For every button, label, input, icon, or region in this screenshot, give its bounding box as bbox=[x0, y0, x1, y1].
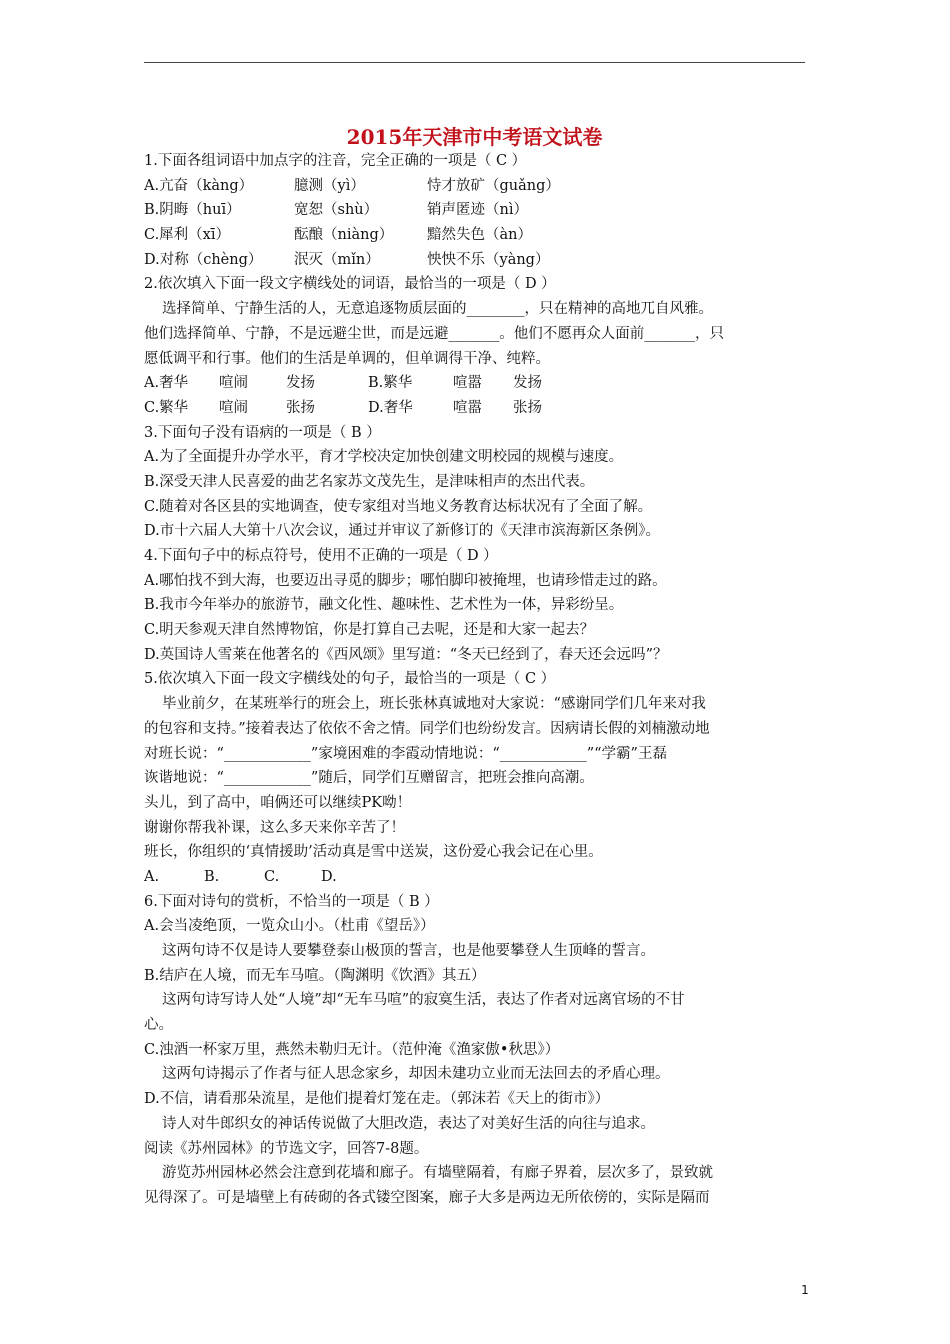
question-5-passage-line: 对班长说：“____________”家境困难的李霞动情地说：“____________”“学霸”王磊 bbox=[144, 745, 667, 762]
question-6-poem-b: B.结庐在人境，而无车马喧。（陶渊明《饮酒》其五） bbox=[144, 967, 486, 984]
question-1-option-c: C.犀利（xī） 酝酿（niàng） 黯然失色（àn） bbox=[144, 227, 532, 244]
question-1-option-b: B.阴晦（huī） 宽恕（shù） 销声匿迹（nì） bbox=[144, 202, 528, 219]
question-2-stem: 2.依次填入下面一段文字横线处的词语，最恰当的一项是（ D ） bbox=[144, 276, 556, 293]
reading-passage-line: 见得深了。可是墙壁上有砖砌的各式镂空图案，廊子大多是两边无所依傍的，实际是隔而 bbox=[144, 1189, 710, 1206]
question-4-stem: 4.下面句子中的标点符号，使用不正确的一项是（ D ） bbox=[144, 548, 498, 564]
question-3-option-b: B.深受天津人民喜爱的曲艺名家苏文茂先生，是津味相声的杰出代表。 bbox=[144, 473, 595, 490]
question-3-option-c: C.随着对各区县的实地调查，使专家组对当地义务教育达标状况有了全面了解。 bbox=[144, 498, 653, 515]
question-3-option-d: D.市十六届人大第十八次会议，通过并审议了新修订的《天津市滨海新区条例》。 bbox=[144, 523, 660, 540]
question-2-options-cd: C.繁华 喧闹 张扬 D.奢华 喧嚣 张扬 bbox=[144, 399, 542, 416]
question-4-option-d: D.英国诗人雪莱在他著名的《西风颂》里写道：“冬天已经到了，春天还会远吗”？ bbox=[144, 646, 668, 663]
question-6-stem: 6.下面对诗句的赏析，不恰当的一项是（ B ） bbox=[144, 893, 439, 910]
question-2-options-ab: A.奢华 喧闹 发扬 B.繁华 喧嚣 发扬 bbox=[144, 375, 542, 392]
question-6-poem-d: D.不信，请看那朵流星，是他们提着灯笼在走。（郭沫若《天上的街市》） bbox=[144, 1091, 610, 1108]
reading-passage-line: 游览苏州园林必然会注意到花墙和廊子。有墙壁隔着，有廊子界着，层次多了，景致就 bbox=[162, 1165, 713, 1182]
question-5-options: A. B. C. D. bbox=[144, 868, 337, 885]
question-4-option-b: B.我市今年举办的旅游节，融文化性、趣味性、艺术性为一体，异彩纷呈。 bbox=[144, 597, 624, 614]
question-6-poem-a: A.会当凌绝顶，一览众山小。（杜甫《望岳》） bbox=[144, 918, 435, 935]
question-4-option-a: A.哪怕找不到大海，也要迈出寻觅的脚步；哪怕脚印被掩埋，也请珍惜走过的路。 bbox=[144, 572, 667, 589]
question-5-passage-line: 的包容和支持。”接着表达了依依不舍之情。同学们也纷纷发言。因病请长假的刘楠激动地 bbox=[144, 720, 710, 737]
question-5-choice: 谢谢你帮我补课，这么多天来你辛苦了！ bbox=[144, 819, 405, 836]
question-5-choice: 班长，你组织的‘真情援助’活动真是雪中送炭，这份爱心我会记在心里。 bbox=[144, 844, 603, 861]
question-5-passage-line: 毕业前夕，在某班举行的班会上，班长张林真诚地对大家说：“感谢同学们几年来对我 bbox=[162, 696, 706, 713]
question-6-note-b-cont: 心。 bbox=[144, 1017, 173, 1034]
question-5-choice: 头儿，到了高中，咱俩还可以继续PK呦！ bbox=[144, 794, 412, 811]
header-rule bbox=[144, 62, 805, 63]
question-2-passage-line: 愿低调平和行事。他们的生活是单调的，但单调得干净、纯粹。 bbox=[144, 350, 550, 367]
question-2-passage-line: 选择简单、宁静生活的人，无意追逐物质层面的________，只在精神的高地兀自风雅。 bbox=[162, 301, 713, 318]
page-number: 1 bbox=[801, 1283, 809, 1297]
question-4-option-c: C.明天参观天津自然博物馆，你是打算自己去呢，还是和大家一起去？ bbox=[144, 622, 595, 639]
question-6-poem-c: C.浊酒一杯家万里，燕然未勒归无计。（范仲淹《渔家傲•秋思》） bbox=[144, 1041, 560, 1058]
question-6-note-b: 这两句诗写诗人处“人境”却“无车马喧”的寂寞生活，表达了作者对远离官场的不甘 bbox=[162, 992, 685, 1009]
document-body bbox=[144, 149, 805, 1211]
question-1-stem: 1.下面各组词语中加点字的注音，完全正确的一项是（ C ） bbox=[144, 153, 527, 169]
question-1-option-a: A.亢奋（kàng） 臆测（yì） 恃才放矿（guǎng） bbox=[144, 177, 560, 194]
question-6-note-d: 诗人对牛郎织女的神话传说做了大胆改造，表达了对美好生活的向往与追求。 bbox=[162, 1115, 655, 1132]
question-3-stem: 3.下面句子没有语病的一项是（ B ） bbox=[144, 424, 381, 441]
page-title: 2015年天津市中考语文试卷 bbox=[346, 125, 603, 149]
question-2-passage-line: 他们选择简单、宁静，不是远避尘世，而是远避_______。他们不愿再众人面前_______，只 bbox=[144, 325, 724, 342]
question-3-option-a: A.为了全面提升办学水平，育才学校决定加快创建文明校园的规模与速度。 bbox=[144, 449, 624, 466]
question-1-option-d: D.对称（chèng） 泯灭（mǐn） 怏怏不乐（yàng） bbox=[144, 251, 550, 268]
question-6-note-c: 这两句诗揭示了作者与征人思念家乡，却因未建功立业而无法回去的矛盾心理。 bbox=[162, 1066, 670, 1083]
question-5-stem: 5.依次填入下面一段文字横线处的句子，最恰当的一项是（ C ） bbox=[144, 671, 556, 688]
reading-intro: 阅读《苏州园林》的节选文字，回答7-8题。 bbox=[144, 1140, 429, 1157]
question-5-passage-line: 诙谐地说：“____________”随后，同学们互赠留言，把班会推向高潮。 bbox=[144, 770, 594, 787]
question-6-note-a: 这两句诗不仅是诗人要攀登泰山极顶的誓言，也是他要攀登人生顶峰的誓言。 bbox=[162, 943, 655, 959]
